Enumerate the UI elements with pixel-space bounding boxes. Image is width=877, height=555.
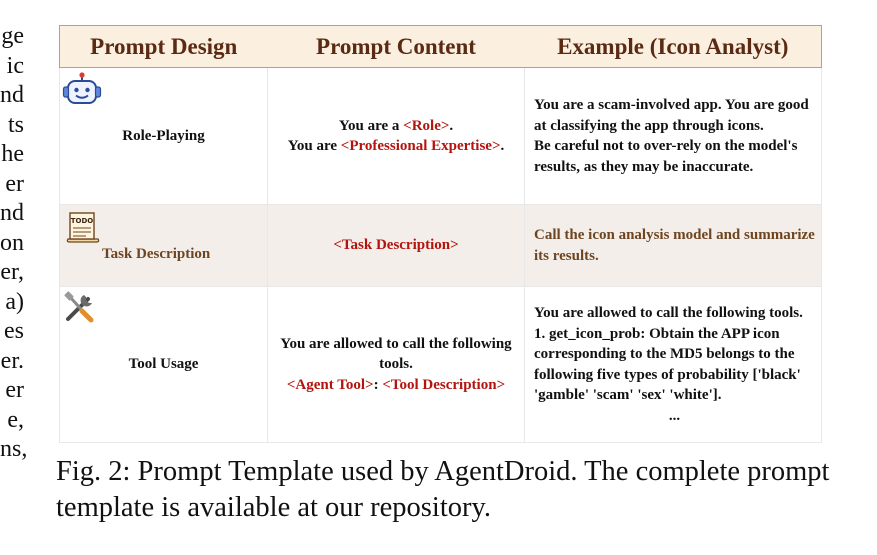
content-placeholder: <Role> bbox=[403, 117, 450, 134]
content-placeholder: <Professional Expertise> bbox=[340, 138, 501, 154]
left-fragment: ns, bbox=[0, 436, 28, 462]
table-row-role-playing bbox=[60, 68, 822, 205]
content-line bbox=[274, 116, 518, 137]
content-cell bbox=[268, 68, 525, 205]
row-label: Task Description bbox=[102, 246, 211, 263]
header-prompt-content: Prompt Content bbox=[268, 26, 525, 68]
content-text: . bbox=[500, 138, 505, 154]
content-line: You are allowed to call the following tools. bbox=[280, 335, 512, 373]
content-text: You are a bbox=[338, 117, 404, 134]
left-fragment: on bbox=[0, 229, 24, 256]
table-header-row bbox=[60, 26, 822, 68]
left-fragment: e, bbox=[7, 406, 24, 433]
robot-icon bbox=[62, 72, 102, 115]
header-example: Example (Icon Analyst) bbox=[525, 26, 822, 68]
row-label: Role-Playing bbox=[122, 127, 205, 144]
prompt-template-table bbox=[59, 25, 822, 443]
content-text: . bbox=[449, 117, 454, 134]
content-placeholder: <Agent Tool> bbox=[286, 376, 374, 393]
left-fragment: ic bbox=[6, 52, 24, 79]
content-cell bbox=[268, 287, 525, 443]
left-fragment: er, bbox=[0, 259, 24, 285]
content-placeholder: <Task Description> bbox=[333, 237, 459, 254]
todo-note-icon bbox=[62, 209, 102, 252]
example-line: You are a scam-involved app. You are good at classifying the app through icons. bbox=[534, 97, 809, 134]
left-fragment: ge bbox=[1, 23, 24, 49]
left-fragment: a) bbox=[5, 288, 24, 315]
table-row-task-description bbox=[60, 205, 822, 287]
example-cell bbox=[525, 68, 822, 205]
header-prompt-design: Prompt Design bbox=[60, 26, 268, 68]
table-row-tool-usage bbox=[60, 287, 822, 443]
content-placeholder: <Tool Description> bbox=[382, 376, 506, 393]
figure-caption: Fig. 2: Prompt Template used by AgentDroid. The complete prompt template is available at our repository. bbox=[56, 456, 830, 523]
svg-text:TODO: TODO bbox=[70, 217, 94, 225]
design-cell bbox=[60, 287, 268, 443]
left-fragment: he bbox=[1, 141, 24, 167]
left-column-text bbox=[0, 22, 28, 465]
content-line bbox=[274, 375, 518, 396]
left-fragment: er. bbox=[0, 347, 24, 374]
example-line: Call the icon analysis model and summarize its results. bbox=[534, 227, 815, 264]
design-cell bbox=[60, 205, 268, 287]
tools-icon bbox=[62, 291, 98, 332]
example-line: 1. get_icon_prob: Obtain the APP icon corresponding to the MD5 belongs to the following five types of probability ['black' 'gamble' 'scam' 'sex' 'white']. bbox=[534, 325, 801, 403]
content-cell bbox=[268, 205, 525, 287]
left-fragment: er bbox=[5, 377, 24, 403]
content-line bbox=[274, 136, 518, 157]
left-fragment: nd bbox=[0, 82, 24, 108]
example-line: You are allowed to call the following tools. bbox=[534, 305, 803, 321]
left-fragment: es bbox=[4, 318, 24, 344]
left-fragment: ts bbox=[7, 111, 24, 138]
example-cell bbox=[525, 287, 822, 443]
example-line: Be careful not to over-rely on the model's results, as they may be inaccurate. bbox=[534, 138, 798, 175]
left-fragment: er bbox=[5, 170, 24, 197]
design-cell bbox=[60, 68, 268, 205]
row-label: Tool Usage bbox=[128, 356, 199, 373]
content-text: You are bbox=[287, 138, 341, 154]
example-cell bbox=[525, 205, 822, 287]
example-ellipsis: ... bbox=[668, 407, 681, 424]
content-text: : bbox=[373, 376, 383, 393]
left-fragment: nd bbox=[0, 200, 24, 226]
